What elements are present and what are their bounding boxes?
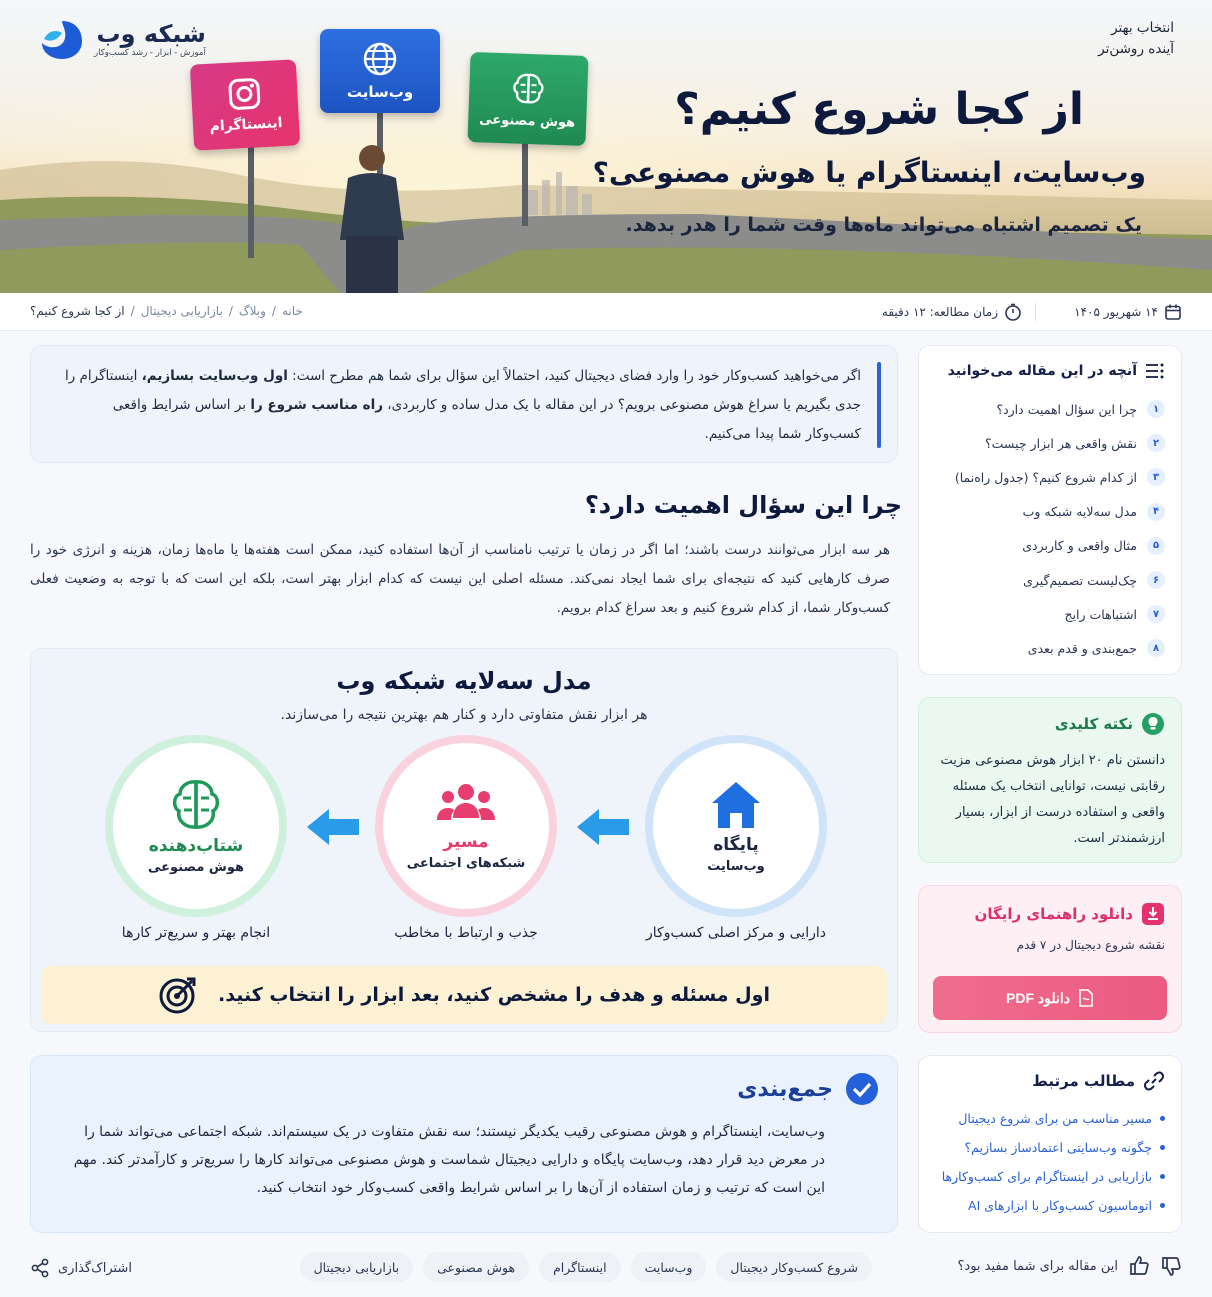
related-header — [935, 1070, 1165, 1092]
sign-ai-label: هوش مصنوعی — [479, 111, 576, 131]
toc-item[interactable] — [935, 631, 1165, 665]
article-meta-bar — [0, 293, 1212, 331]
intro-text — [55, 362, 861, 449]
hero-caption: یک تصمیم اشتباه می‌تواند ماه‌ها وقت شما را هدر بدهد. — [625, 214, 1142, 236]
section-paragraph: هر سه ابزار می‌توانند درست باشند؛ اما اگر در زمان یا ترتیب نامناسب از آن‌ها استفاده کنید، ممکن است هفته‌ها یا ماه‌ها زمان، هزینه و انرژی خود را صرف کارهایی کنید که نتیجه‌ای برای شما ایجاد نمی‌کند. مسئله اصلی این نیست که کدام ابزار بهتر است، بلکه این است که با توجه به وضعیت فعلی کسب‌وکار شما، از کدام شروع کنیم و بعد سراغ کدام برویم. — [30, 542, 890, 616]
lightbulb-icon — [1141, 712, 1165, 736]
download-button-label: دانلود PDF — [1006, 989, 1071, 1006]
toc-item-label: مثال واقعی و کاربردی — [1022, 538, 1137, 554]
check-circle-icon — [845, 1072, 879, 1106]
brand-name: شبکه وب — [96, 20, 206, 48]
tag-list — [300, 1252, 872, 1282]
feedback — [958, 1255, 1182, 1277]
toc-item-number: ۵ — [1147, 537, 1165, 555]
layer-social-caption: جذب و ارتباط با مخاطب — [394, 925, 538, 941]
thumbs-up-icon[interactable] — [1128, 1255, 1150, 1277]
toc-item[interactable] — [935, 597, 1165, 631]
toc-item-label: از کدام شروع کنیم؟ (جدول راه‌نما) — [954, 469, 1137, 485]
toc-item-number: ۲ — [1147, 434, 1165, 452]
sign-instagram — [190, 59, 300, 150]
layer-social-name: شبکه‌های اجتماعی — [406, 855, 526, 871]
clock-icon — [1004, 303, 1022, 321]
toc-item-number: ۶ — [1147, 571, 1165, 589]
related-link[interactable]: چگونه وب‌سایتی اعتمادساز بسازیم؟ — [935, 1133, 1165, 1162]
toc-item[interactable] — [935, 495, 1165, 529]
breadcrumb-current: از کجا شروع کنیم؟ — [30, 304, 125, 318]
layer-website-caption: دارایی و مرکز اصلی کسب‌وکار — [646, 925, 826, 941]
table-of-contents — [918, 345, 1182, 675]
keynote-header — [935, 712, 1165, 736]
download-icon — [1141, 902, 1165, 926]
intro-text-part: اگر می‌خواهید کسب‌وکار خود را وارد فضای دیجیتال کنید، احتمالاً این سؤال برای شما هم مطرح است: — [287, 368, 861, 384]
layer-ai-name: هوش مصنوعی — [148, 859, 244, 875]
toc-item-number: ۸ — [1147, 639, 1165, 657]
intro-highlight: اول وب‌سایت بسازیم، — [141, 368, 288, 384]
globe-icon — [362, 41, 398, 77]
intro-text-part: اینستاگرام را جدی بگیریم یا سراغ هوش مصنوعی برویم؟ در این مقاله با یک مدل ساده و کاربردی، — [64, 368, 861, 413]
toc-item[interactable] — [935, 392, 1165, 426]
download-title: دانلود راهنمای رایگان — [974, 905, 1133, 923]
hero-banner — [0, 0, 1212, 293]
breadcrumb-separator: / — [228, 304, 233, 318]
page-title: از کجا شروع کنیم؟ — [674, 84, 1084, 135]
related-link[interactable]: مسیر مناسب من برای شروع دیجیتال — [935, 1104, 1165, 1133]
thumbs-down-icon[interactable] — [1160, 1255, 1182, 1277]
model-callout — [41, 966, 887, 1024]
summary-title: جمع‌بندی — [737, 1076, 833, 1102]
publish-date — [1074, 303, 1182, 321]
share-button[interactable] — [30, 1258, 132, 1278]
related-link[interactable]: اتوماسیون کسب‌وکار با ابزارهای AI — [935, 1191, 1165, 1220]
download-subtitle: نقشه شروع دیجیتال در ۷ قدم — [1016, 938, 1165, 952]
layer-ai-title: شتاب‌دهنده — [148, 835, 244, 856]
link-icon — [1143, 1070, 1165, 1092]
slogan-line-1: انتخاب بهتر — [1111, 20, 1174, 36]
callout-text: اول مسئله و هدف را مشخص کنید، بعد ابزار را انتخاب کنید. — [218, 984, 770, 1006]
layer-ai-caption: انجام بهتر و سریع‌تر کارها — [121, 925, 271, 941]
layer-website-title: پایگاه — [713, 834, 759, 855]
toc-item[interactable] — [935, 563, 1165, 597]
keynote-text: دانستن نام ۲۰ ابزار هوش مصنوعی مزیت رقابتی نیست، توانایی انتخاب یک مسئله واقعی و استفاده درست از ابزار، بسیار ارزشمندتر است. — [940, 753, 1165, 846]
model-title: مدل سه‌لایه شبکه وب — [336, 667, 592, 695]
hero-slogan — [1098, 18, 1174, 60]
share-icon — [30, 1258, 50, 1278]
related-posts — [918, 1055, 1182, 1233]
people-icon — [436, 782, 496, 828]
breadcrumb-separator: / — [271, 304, 276, 318]
brand-logo[interactable] — [38, 14, 208, 64]
layer-website-name: وب‌سایت — [707, 858, 765, 874]
toc-item-label: جمع‌بندی و قدم بعدی — [1027, 640, 1137, 656]
toc-item[interactable] — [935, 460, 1165, 494]
layer-ai — [105, 735, 287, 917]
model-subtitle: هر ابزار نقش متفاوتی دارد و کنار هم بهترین نتیجه را می‌سازند. — [280, 707, 648, 723]
brand-tagline: آموزش - ابزار - رشد کسب‌وکار — [94, 48, 206, 58]
summary-header — [71, 1072, 879, 1106]
calendar-icon — [1164, 303, 1182, 321]
related-title: مطالب مرتبط — [1032, 1072, 1135, 1090]
layer-website — [645, 735, 827, 917]
key-point-card — [918, 697, 1182, 863]
breadcrumb — [30, 304, 303, 318]
page-subtitle: وب‌سایت، اینستاگرام یا هوش مصنوعی؟ — [592, 156, 1146, 189]
section-heading: چرا این سؤال اهمیت دارد؟ — [584, 491, 902, 519]
intro-box — [30, 345, 898, 463]
summary-text: وب‌سایت، اینستاگرام و هوش مصنوعی رقیب یکدیگر نیستند؛ سه نقش متفاوت در یک سیستم‌اند. شبکه اجتماعی می‌تواند شما را در معرض دید قرار دهد، وب‌سایت پایگاه و دارایی دیجیتال شماست و هوش مصنوعی می‌تواند کارها را سریع‌تر و کارآمدتر کند. مهم این است که ترتیب و زمان استفاده از آن‌ها را بر اساس شرایط واقعی کسب‌وکار خود انتخاب کنید. — [73, 1124, 825, 1196]
keynote-title: نکته کلیدی — [1054, 715, 1133, 733]
tag-chip[interactable]: شروع کسب‌وکار دیجیتال — [716, 1252, 872, 1282]
publish-date-text: ۱۴ شهریور ۱۴۰۵ — [1074, 305, 1158, 319]
three-layer-model — [30, 648, 898, 1032]
list-icon — [1145, 362, 1165, 380]
arrow-left-icon — [305, 807, 361, 847]
article-footer — [0, 1245, 1212, 1291]
summary-box — [30, 1055, 898, 1233]
brain-icon — [509, 69, 548, 108]
sign-website — [320, 29, 440, 113]
intro-text-part: بر اساس شرایط واقعی کسب‌وکار شما پیدا می‌کنیم. — [112, 397, 861, 442]
sign-ai — [467, 52, 588, 146]
tag-chip[interactable]: هوش مصنوعی — [423, 1252, 529, 1282]
free-guide-card — [918, 885, 1182, 1033]
layer-social — [375, 735, 557, 917]
tag-chip[interactable]: وب‌سایت — [631, 1252, 707, 1282]
tag-chip[interactable]: اینستاگرام — [539, 1252, 621, 1282]
reading-time-text: زمان مطالعه: ۱۲ دقیقه — [881, 305, 998, 319]
toc-list — [935, 392, 1165, 666]
home-icon — [709, 779, 763, 831]
share-label: اشتراک‌گذاری — [58, 1260, 132, 1276]
toc-item[interactable] — [935, 426, 1165, 460]
toc-item-label: چرا این سؤال اهمیت دارد؟ — [996, 401, 1137, 417]
toc-item[interactable] — [935, 529, 1165, 563]
toc-item-number: ۳ — [1147, 468, 1165, 486]
breadcrumb-separator: / — [130, 304, 135, 318]
feedback-question: این مقاله برای شما مفید بود؟ — [957, 1258, 1118, 1274]
related-link[interactable]: بازاریابی در اینستاگرام برای کسب‌وکارها — [935, 1162, 1165, 1191]
toc-header — [935, 362, 1165, 380]
download-header — [935, 902, 1165, 926]
instagram-icon — [227, 76, 263, 112]
breadcrumb-home[interactable]: خانه — [281, 304, 303, 318]
toc-item-number: ۴ — [1147, 503, 1165, 521]
sign-website-label: وب‌سایت — [346, 83, 414, 101]
brain-icon — [167, 778, 225, 832]
reading-time — [882, 303, 1022, 321]
toc-item-label: چک‌لیست تصمیم‌گیری — [1023, 572, 1137, 588]
intro-highlight: راه مناسب شروع را — [250, 397, 384, 413]
sign-instagram-label: اینستاگرام — [209, 115, 283, 135]
breadcrumb-category[interactable]: بازاریابی دیجیتال — [140, 304, 223, 318]
pdf-file-icon — [1078, 989, 1094, 1007]
toc-item-label: نقش واقعی هر ابزار چیست؟ — [985, 435, 1137, 451]
brand-mark-icon — [38, 17, 86, 61]
toc-item-number: ۱ — [1147, 400, 1165, 418]
toc-item-number: ۷ — [1147, 605, 1165, 623]
breadcrumb-blog[interactable]: وبلاگ — [238, 304, 266, 318]
download-pdf-button[interactable] — [933, 976, 1167, 1020]
tag-chip[interactable]: بازاریابی دیجیتال — [300, 1252, 414, 1282]
toc-title: آنچه در این مقاله می‌خوانید — [947, 363, 1137, 379]
arrow-left-icon — [575, 807, 631, 847]
meta-divider — [1035, 303, 1036, 321]
related-list — [935, 1104, 1165, 1220]
toc-item-label: اشتباهات رایج — [1064, 606, 1137, 622]
layer-social-title: مسیر — [443, 831, 489, 852]
toc-item-label: مدل سه‌لایه شبکه وب — [1022, 504, 1137, 520]
target-icon — [158, 975, 198, 1015]
slogan-line-2: آینده روشن‌تر — [1098, 41, 1174, 57]
